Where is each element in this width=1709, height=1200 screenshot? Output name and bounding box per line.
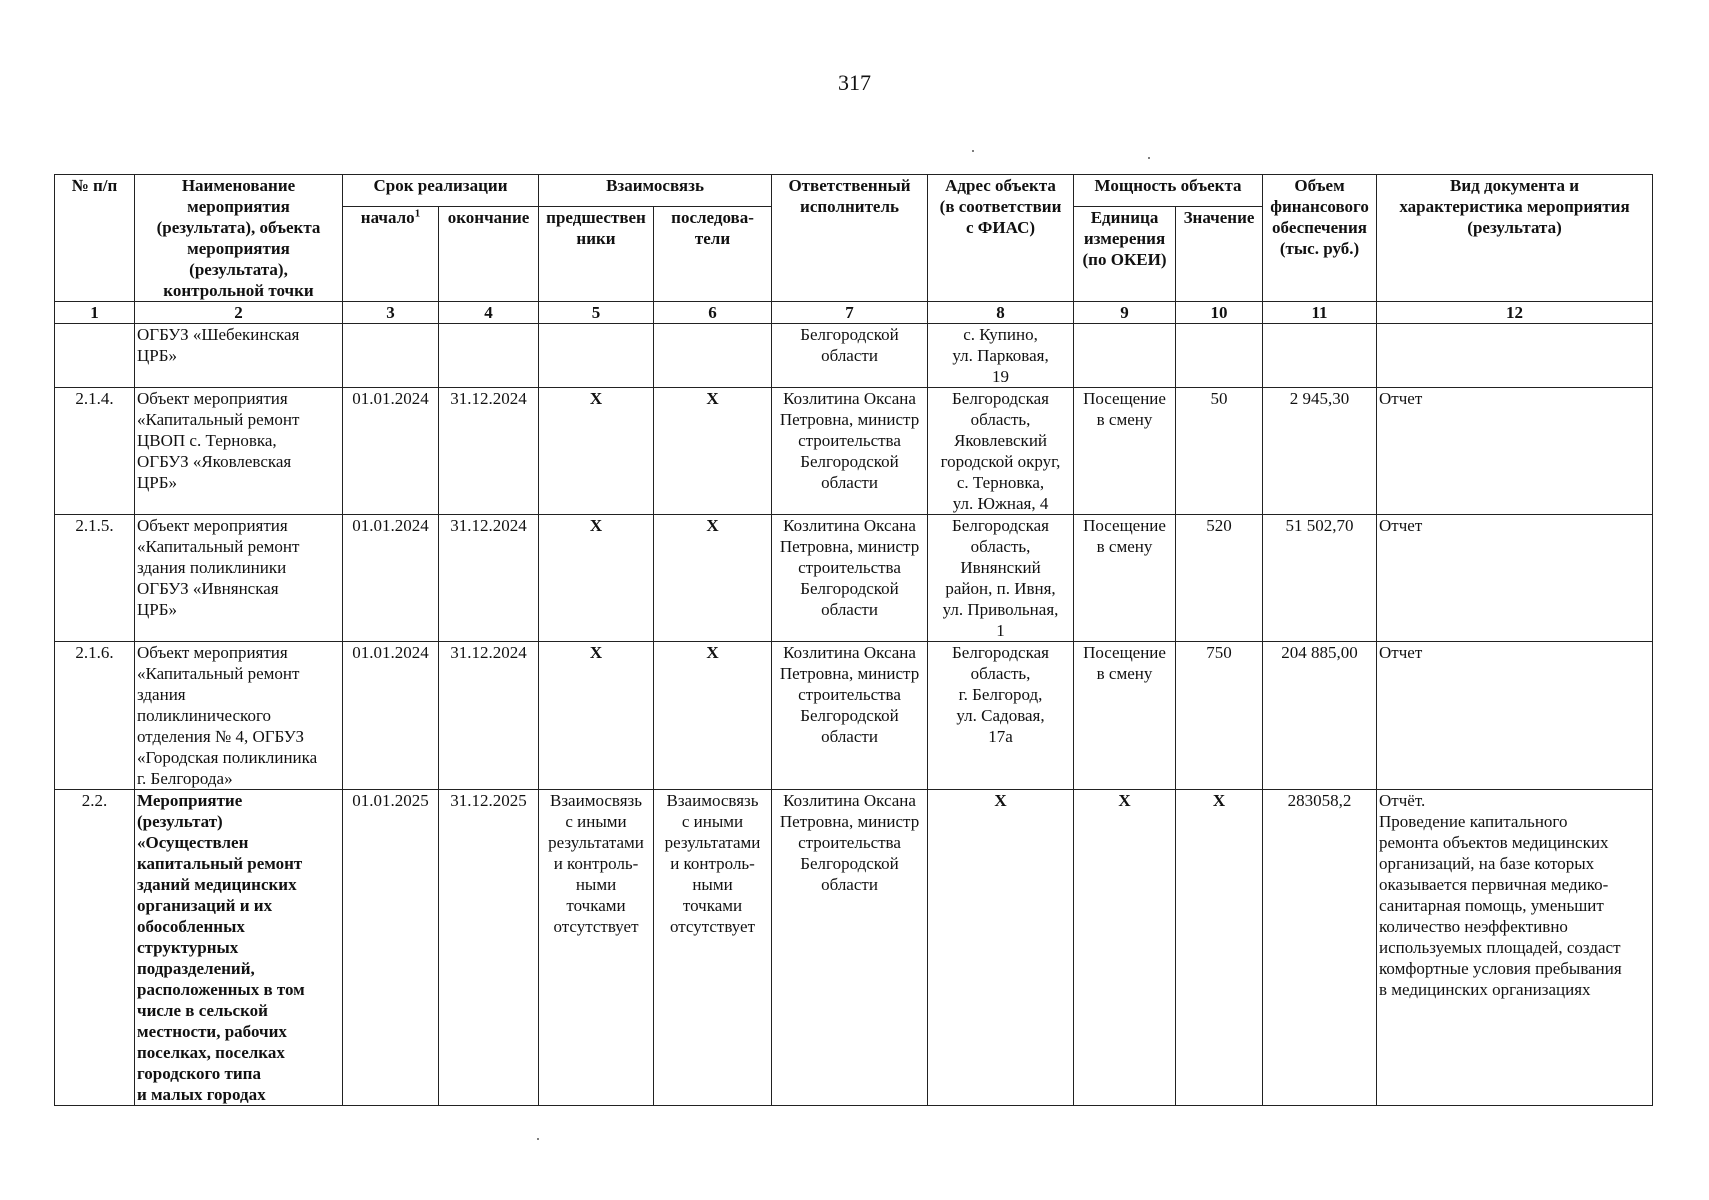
row-finance: 51 502,70	[1263, 515, 1377, 642]
row-doc: Отчёт. Проведение капитального ремонта объектов медицинских организаций, на базе которых оказывается первичная медико- санитарная помощь, уменьшит количество неэффективно используемых площадей, создаст комфортные условия пребывания в медицинских организациях	[1377, 790, 1653, 1106]
row-start	[343, 324, 439, 388]
row-address: с. Купино, ул. Парковая, 19	[928, 324, 1074, 388]
row-responsible: Козлитина Оксана Петровна, министр строительства Белгородской области	[772, 515, 928, 642]
row-address: Белгородская область, Ивнянский район, п. Ивня, ул. Привольная, 1	[928, 515, 1074, 642]
row-finance	[1263, 324, 1377, 388]
row-name: Объект мероприятия «Капитальный ремонт здания поликлинического отделения № 4, ОГБУЗ «Городская поликлиника г. Белгорода»	[135, 642, 343, 790]
header-value: Значение	[1176, 207, 1263, 302]
column-number: 4	[439, 302, 539, 324]
column-number: 2	[135, 302, 343, 324]
header-link: Взаимосвязь	[539, 175, 772, 207]
column-number: 10	[1176, 302, 1263, 324]
header-doc: Вид документа и характеристика мероприятия (результата)	[1377, 175, 1653, 302]
row-value: 750	[1176, 642, 1263, 790]
row-next: X	[654, 515, 772, 642]
row-value: X	[1176, 790, 1263, 1106]
table-row	[55, 642, 1653, 790]
table-row	[55, 388, 1653, 515]
header-unit: Единица измерения (по ОКЕИ)	[1074, 207, 1176, 302]
row-responsible: Белгородской области	[772, 324, 928, 388]
row-prev: Взаимосвязь с иными результатами и контроль- ными точками отсутствует	[539, 790, 654, 1106]
row-finance: 204 885,00	[1263, 642, 1377, 790]
scan-speck	[972, 150, 974, 152]
row-next: X	[654, 388, 772, 515]
row-address: Белгородская область, г. Белгород, ул. Садовая, 17а	[928, 642, 1074, 790]
row-end: 31.12.2025	[439, 790, 539, 1106]
row-prev	[539, 324, 654, 388]
table-row	[55, 324, 1653, 388]
row-next	[654, 324, 772, 388]
row-doc: Отчет	[1377, 515, 1653, 642]
row-name: Мероприятие (результат) «Осуществлен капитальный ремонт зданий медицинских организаций и их обособленных структурных подразделений, расположенных в том числе в сельской местности, рабочих поселках, поселках городского типа и малых городах	[135, 790, 343, 1106]
column-number-row	[55, 302, 1653, 324]
row-start: 01.01.2024	[343, 515, 439, 642]
row-unit: Посещение в смену	[1074, 388, 1176, 515]
row-doc: Отчет	[1377, 388, 1653, 515]
plan-table	[54, 174, 1653, 1106]
column-number: 7	[772, 302, 928, 324]
header-name: Наименование мероприятия (результата), объекта мероприятия (результата), контрольной точки	[135, 175, 343, 302]
header-capacity: Мощность объекта	[1074, 175, 1263, 207]
row-name: ОГБУЗ «Шебекинская ЦРБ»	[135, 324, 343, 388]
row-doc	[1377, 324, 1653, 388]
row-num: 2.1.5.	[55, 515, 135, 642]
row-unit: Посещение в смену	[1074, 642, 1176, 790]
header-link-prev: предшествен ники	[539, 207, 654, 302]
column-number: 8	[928, 302, 1074, 324]
row-start: 01.01.2024	[343, 642, 439, 790]
column-number: 11	[1263, 302, 1377, 324]
header-address: Адрес объекта (в соответствии с ФИАС)	[928, 175, 1074, 302]
header-row-1	[55, 175, 1653, 207]
footnote-mark: 1	[414, 207, 421, 220]
row-num	[55, 324, 135, 388]
row-next: X	[654, 642, 772, 790]
row-value: 520	[1176, 515, 1263, 642]
header-link-next: последова- тели	[654, 207, 772, 302]
row-num: 2.2.	[55, 790, 135, 1106]
column-number: 6	[654, 302, 772, 324]
table-row	[55, 515, 1653, 642]
row-responsible: Козлитина Оксана Петровна, министр строительства Белгородской области	[772, 388, 928, 515]
row-end: 31.12.2024	[439, 515, 539, 642]
scan-speck	[537, 1138, 539, 1140]
row-responsible: Козлитина Оксана Петровна, министр строительства Белгородской области	[772, 790, 928, 1106]
row-responsible: Козлитина Оксана Петровна, министр строительства Белгородской области	[772, 642, 928, 790]
header-num: № п/п	[55, 175, 135, 302]
header-term-end: окончание	[439, 207, 539, 302]
row-name: Объект мероприятия «Капитальный ремонт здания поликлиники ОГБУЗ «Ивнянская ЦРБ»	[135, 515, 343, 642]
header-responsible: Ответственный исполнитель	[772, 175, 928, 302]
row-unit: X	[1074, 790, 1176, 1106]
row-start: 01.01.2025	[343, 790, 439, 1106]
row-num: 2.1.6.	[55, 642, 135, 790]
row-finance: 2 945,30	[1263, 388, 1377, 515]
column-number: 5	[539, 302, 654, 324]
column-number: 9	[1074, 302, 1176, 324]
row-doc: Отчет	[1377, 642, 1653, 790]
row-name: Объект мероприятия «Капитальный ремонт ЦВОП с. Терновка, ОГБУЗ «Яковлевская ЦРБ»	[135, 388, 343, 515]
row-start: 01.01.2024	[343, 388, 439, 515]
row-num: 2.1.4.	[55, 388, 135, 515]
row-end: 31.12.2024	[439, 642, 539, 790]
column-number: 3	[343, 302, 439, 324]
header-finance: Объем финансового обеспечения (тыс. руб.)	[1263, 175, 1377, 302]
scan-speck	[1148, 157, 1150, 159]
row-unit	[1074, 324, 1176, 388]
column-number: 12	[1377, 302, 1653, 324]
header-term-start	[343, 207, 439, 302]
row-address: X	[928, 790, 1074, 1106]
row-value: 50	[1176, 388, 1263, 515]
row-prev: X	[539, 388, 654, 515]
header-term: Срок реализации	[343, 175, 539, 207]
row-value	[1176, 324, 1263, 388]
row-unit: Посещение в смену	[1074, 515, 1176, 642]
row-end	[439, 324, 539, 388]
table-row	[55, 790, 1653, 1106]
row-next: Взаимосвязь с иными результатами и контроль- ными точками отсутствует	[654, 790, 772, 1106]
row-finance: 283058,2	[1263, 790, 1377, 1106]
column-number: 1	[55, 302, 135, 324]
row-prev: X	[539, 515, 654, 642]
page-number: 317	[838, 70, 871, 95]
row-prev: X	[539, 642, 654, 790]
header-term-start-label: начало	[360, 208, 415, 228]
row-address: Белгородская область, Яковлевский городской округ, с. Терновка, ул. Южная, 4	[928, 388, 1074, 515]
row-end: 31.12.2024	[439, 388, 539, 515]
